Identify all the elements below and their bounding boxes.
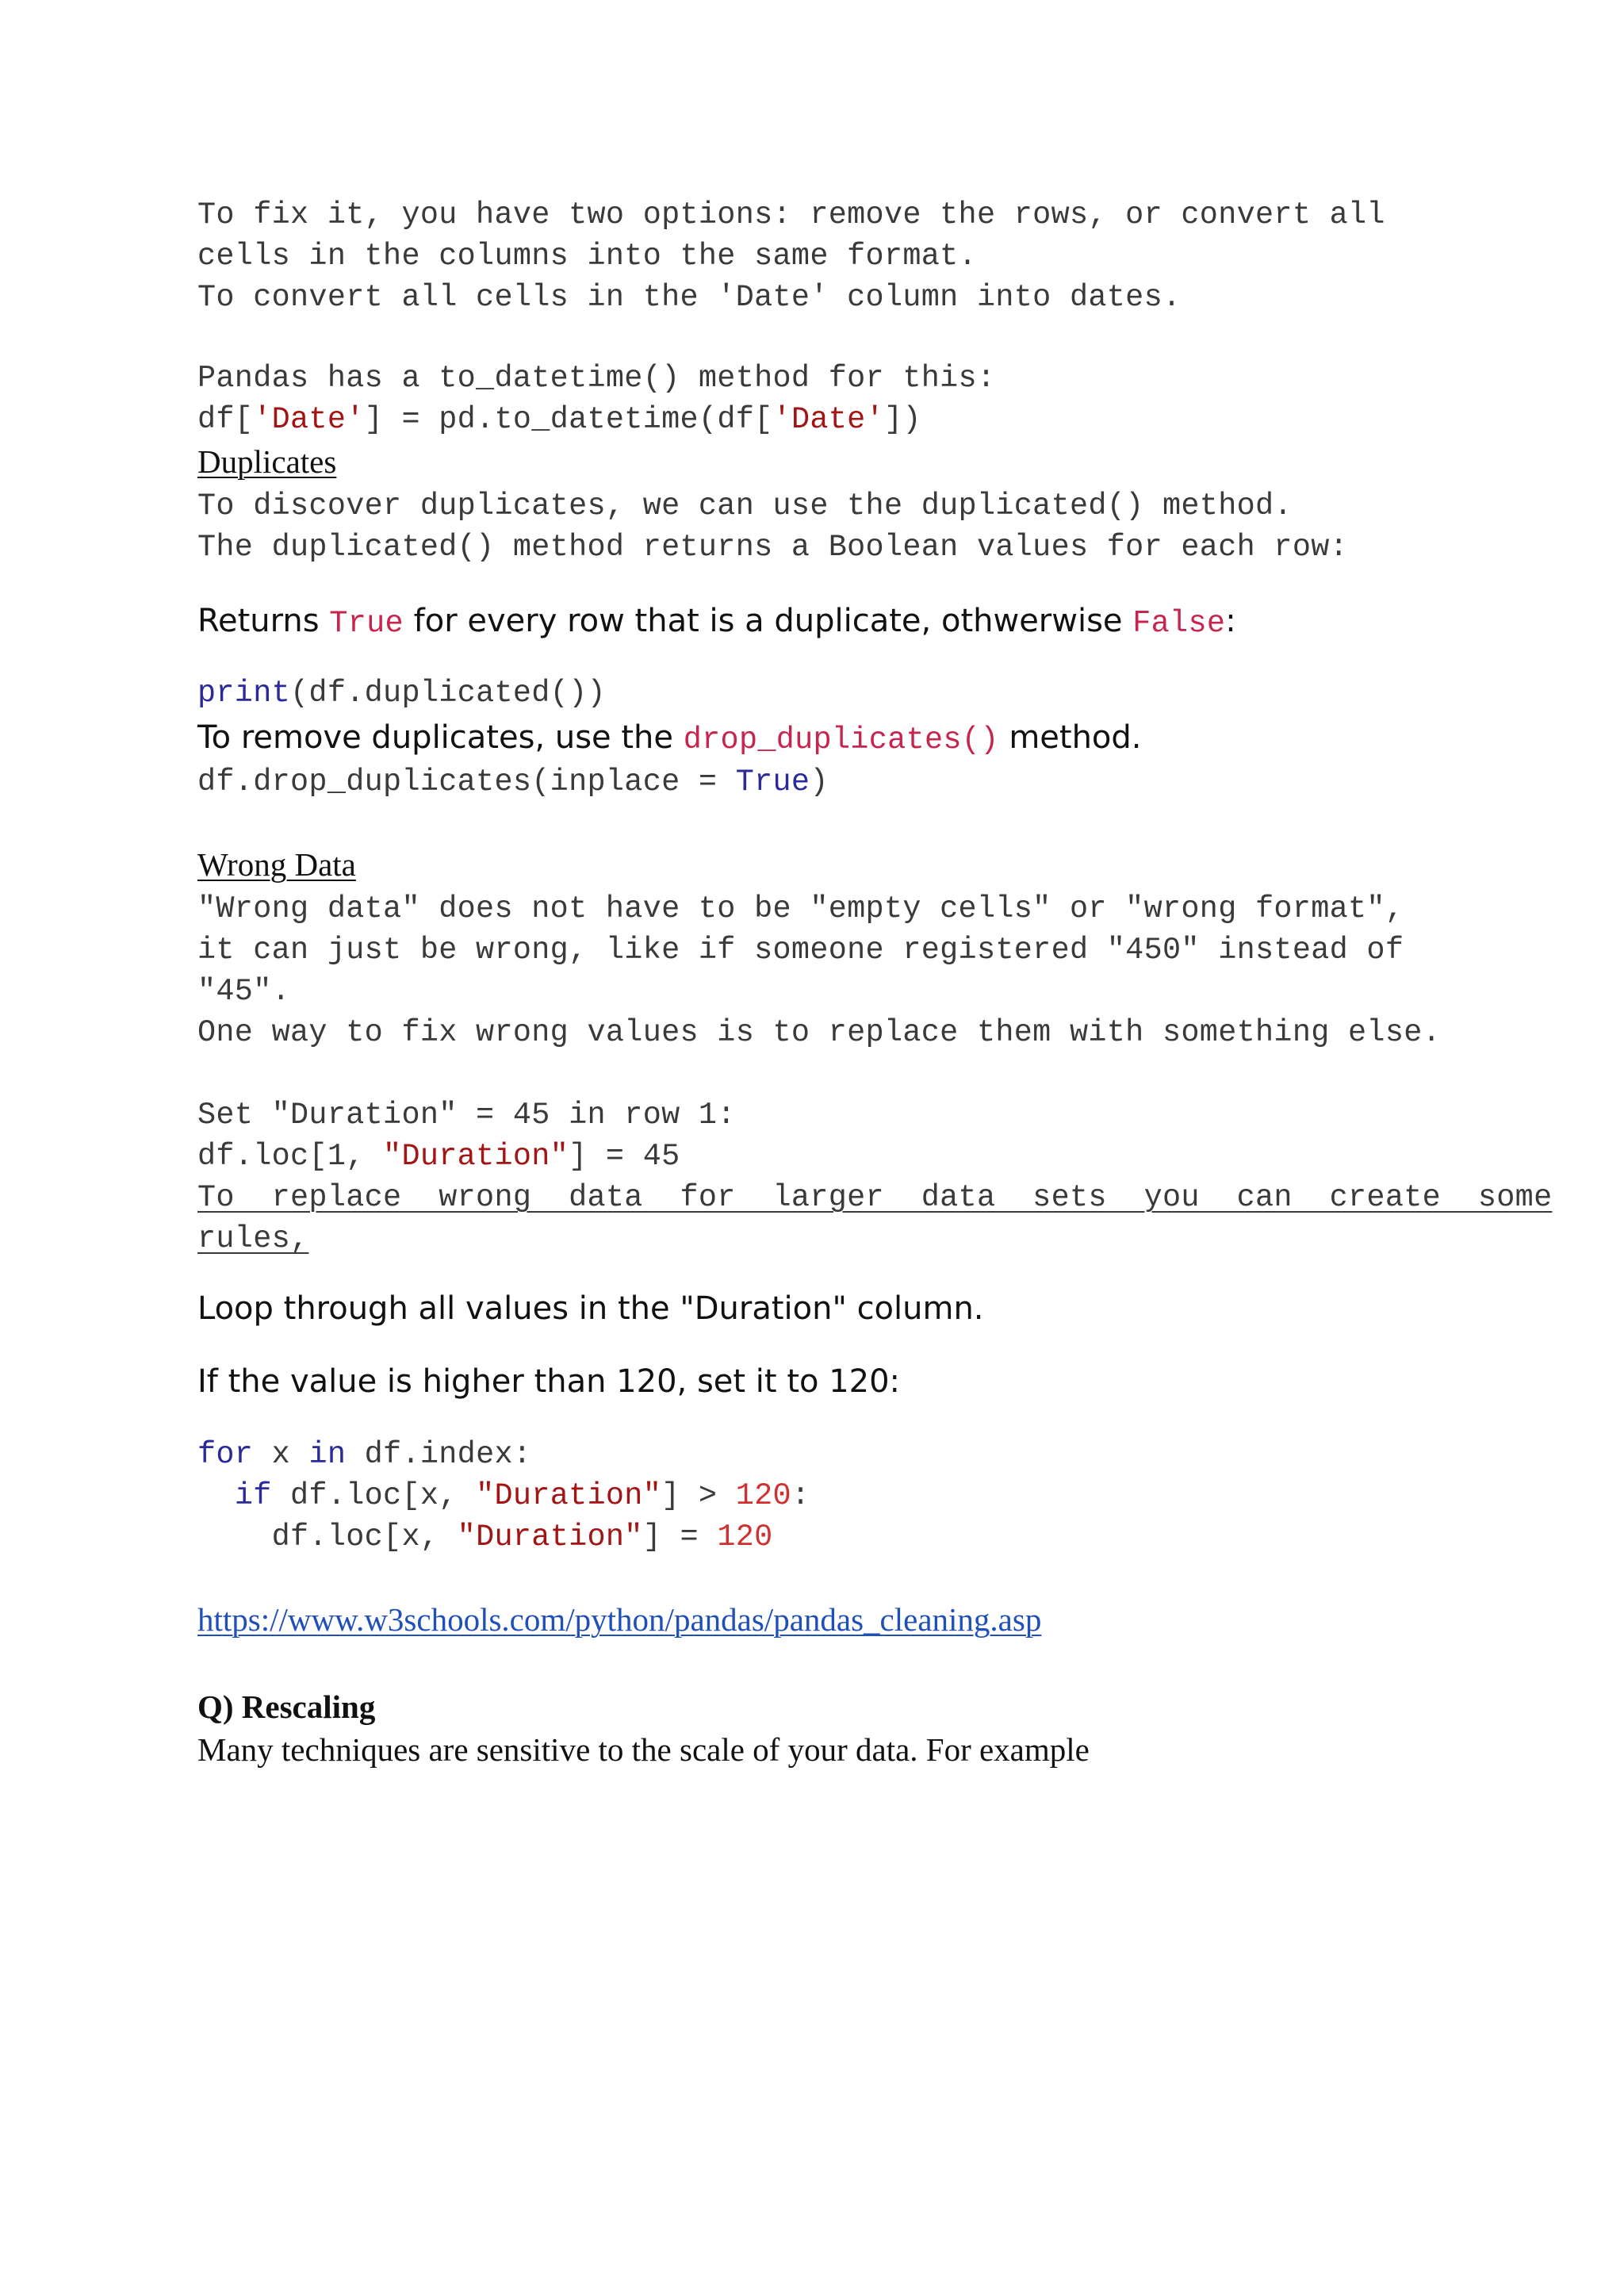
intro-paragraph — [197, 194, 1434, 318]
code-part: ] = pd.to_datetime(df[ — [364, 402, 773, 437]
code-line-3 — [197, 1520, 773, 1554]
code-string: 'Date' — [772, 402, 884, 437]
duplicates-heading: Duplicates — [197, 443, 337, 480]
inline-code-true: True — [329, 606, 404, 641]
set-duration-text: Set "Duration" = 45 in row 1: — [197, 1098, 736, 1133]
wrong-data-line-4: One way to fix wrong values is to replace them with something else. — [197, 1015, 1442, 1050]
returns-text: : — [1225, 603, 1236, 639]
rescaling-text: Many techniques are sensitive to the scale of your data. For example — [197, 1731, 1090, 1768]
code-part: df[ — [197, 402, 254, 437]
print-duplicated-code — [197, 673, 1434, 714]
to-datetime-code — [197, 402, 921, 437]
wrong-data-heading: Wrong Data — [197, 846, 356, 883]
code-part: (df.duplicated()) — [290, 676, 606, 711]
code-indent — [197, 1520, 272, 1554]
inline-code-drop-duplicates: drop_duplicates() — [683, 723, 999, 757]
duplicates-paragraph — [197, 485, 1434, 568]
rules-paragraph — [197, 1177, 1553, 1259]
code-part: df.loc[1, — [197, 1139, 384, 1174]
code-part: ) — [810, 765, 829, 799]
code-indent — [197, 1478, 235, 1513]
code-part: ] = — [642, 1520, 718, 1554]
loop-code-block — [197, 1434, 1434, 1558]
loop-text: Loop through all values in the "Duration" column. — [197, 1290, 984, 1327]
intro-line-3: To convert all cells in the 'Date' column into dates. — [197, 280, 1182, 315]
code-part: ] = 45 — [569, 1139, 680, 1174]
code-number: 120 — [735, 1478, 791, 1513]
reference-link-line — [197, 1599, 1434, 1640]
code-keyword: for — [197, 1437, 254, 1472]
remove-text: To remove duplicates, use the — [197, 719, 684, 756]
code-string: "Duration" — [383, 1139, 569, 1174]
code-part: : — [791, 1478, 810, 1513]
code-number: 120 — [717, 1520, 773, 1554]
remove-duplicates-sentence — [197, 715, 1434, 762]
wrong-data-line-3: "45". — [197, 974, 291, 1009]
code-part: df.loc[x, — [271, 1520, 458, 1554]
wrong-data-paragraph — [197, 888, 1442, 1053]
returns-text: Returns — [197, 603, 330, 639]
to-datetime-block — [197, 358, 1434, 440]
code-string: 'Date' — [253, 402, 365, 437]
wrong-data-line-2: it can just be wrong, like if someone registered "450" instead of — [197, 933, 1404, 968]
code-string: "Duration" — [476, 1478, 662, 1513]
code-keyword: True — [735, 765, 810, 799]
duplicates-line-1: To discover duplicates, we can use the duplicated() method. — [197, 489, 1293, 523]
code-part: df.index: — [346, 1437, 532, 1472]
rules-line-2: rules, — [197, 1221, 309, 1256]
duplicates-line-2: The duplicated() method returns a Boolean values for each row: — [197, 530, 1349, 565]
drop-duplicates-code — [197, 761, 1434, 803]
code-string: "Duration" — [457, 1520, 643, 1554]
loc-code — [197, 1139, 680, 1174]
set-duration-block — [197, 1094, 1434, 1177]
returns-text: for every row that is a duplicate, othwerwise — [403, 603, 1133, 639]
wrong-data-line-1: "Wrong data" does not have to be "empty cells" or "wrong format", — [197, 891, 1404, 926]
code-keyword: in — [308, 1437, 347, 1472]
code-part: df.loc[x, — [271, 1478, 477, 1513]
returns-sentence — [197, 599, 1434, 646]
code-line-2 — [197, 1478, 810, 1513]
rules-line-1: To replace wrong data for larger data sets you can create some — [197, 1180, 1553, 1215]
code-part: ] > — [661, 1478, 736, 1513]
code-part: x — [253, 1437, 309, 1472]
code-line-1 — [197, 1437, 531, 1472]
intro-line-2: cells in the columns into the same format. — [197, 239, 977, 274]
if-text: If the value is higher than 120, set it to 120: — [197, 1363, 901, 1400]
code-keyword: print — [197, 676, 291, 711]
rescaling-heading: Q) Rescaling — [197, 1688, 376, 1725]
inline-code-false: False — [1132, 606, 1226, 641]
to-datetime-text: Pandas has a to_datetime() method for this: — [197, 361, 996, 396]
code-part: ]) — [883, 402, 921, 437]
w3schools-link[interactable]: https://www.w3schools.com/python/pandas/pandas_cleaning.asp — [197, 1601, 1042, 1638]
remove-text: method. — [998, 719, 1142, 756]
code-keyword: if — [234, 1478, 272, 1513]
intro-line-1: To fix it, you have two options: remove the rows, or convert all — [197, 197, 1385, 232]
code-part: df.drop_duplicates(inplace = — [197, 765, 736, 799]
